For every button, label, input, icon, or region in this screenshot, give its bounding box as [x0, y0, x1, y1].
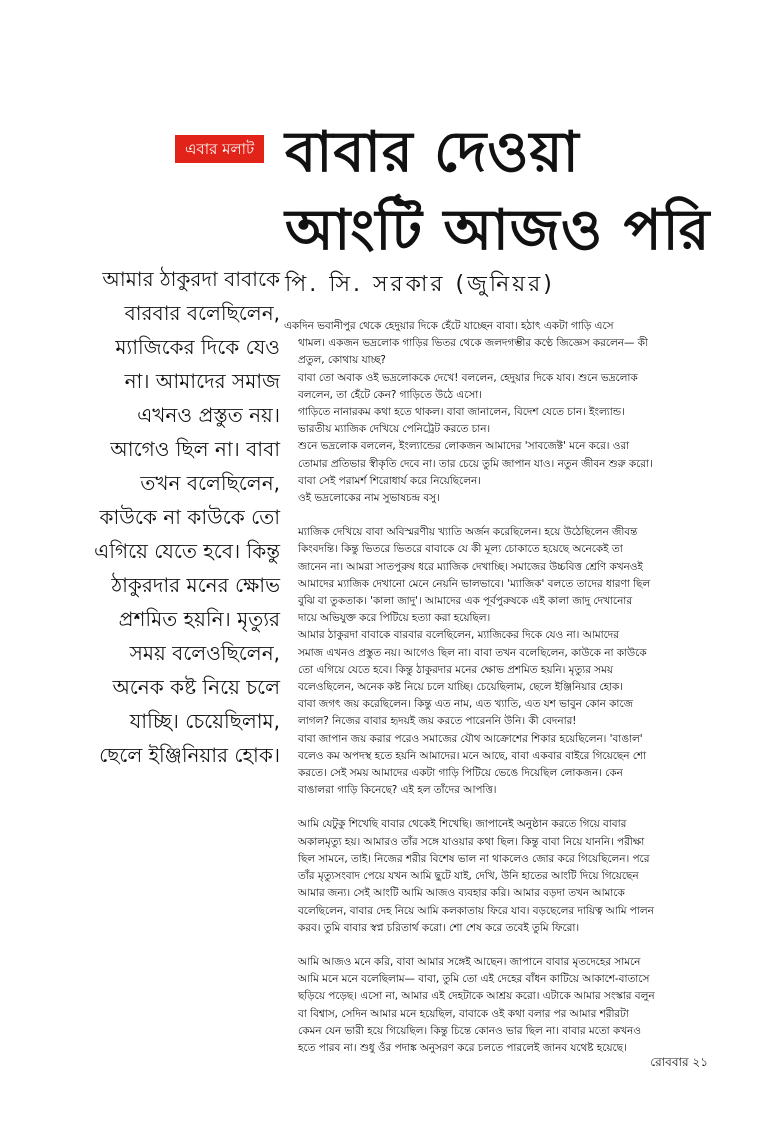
body-line: ওই ভদ্রলোকের নাম সুভাষচন্দ্র বসু।: [298, 492, 440, 505]
body-line: বাবা সেই পরামর্শ শিরোধার্য করে নিয়েছিলেন।: [298, 474, 481, 487]
paragraph-gap: [284, 937, 706, 954]
pull-quote-line: কাউকে না কাউকে তো: [99, 505, 280, 529]
pull-quote: [72, 262, 280, 772]
headline-line-2: আংটি আজও পরি: [285, 198, 711, 263]
section-tag: এবার মলাট: [175, 135, 264, 163]
body-line: বললেন, তা হেঁটে কেন? গাড়িতে উঠে এসো।: [298, 388, 482, 401]
body-line: থামল। একজন ভদ্রলোক গাড়ির ভিতর থেকে জলদগম্ভীর কণ্ঠে জিজ্ঞেস করলেন— কী: [298, 337, 648, 350]
body-line: লাগল? নিজের বাবার হৃদয়ই জয় করতে পারেননি উনি। কী বেদনার!: [298, 715, 577, 728]
body-line: কিংবদন্তি। কিন্তু ভিতরে ভিতরে বাবাকে যে কী মূল্য চোকাতে হয়েছে অনেকেই তা: [298, 543, 623, 556]
body-line: গাড়িতে নানারকম কথা হতে থাকল। বাবা জানালেন, বিদেশ যেতে চান। ইংল্যান্ড।: [298, 406, 625, 419]
body-line: তাঁর মৃত্যুসংবাদ পেয়ে যখন আমি ছুটে যাই, দেখি, উনি হাতের আংটি দিয়ে গিয়েছেন: [298, 870, 639, 883]
body-line: শুনে ভদ্রলোক বললেন, ইংল্যান্ডের লোকজন আমাদের 'সাবজেক্ট' মনে করে। ওরা: [298, 440, 630, 453]
pull-quote-line: অনেক কষ্ট নিয়ে চলে: [112, 675, 280, 699]
pull-quote-line: যাচ্ছি। চেয়েছিলাম,: [129, 709, 280, 733]
body-line: আমি মনে মনে বলেছিলাম— বাবা, তুমি তো এই দেহের বাঁধন কাটিয়ে আকাশে-বাতাসে: [298, 973, 650, 986]
body-line: অকালমৃত্যু হয়। আমারও তাঁর সঙ্গে যাওয়ার কথা ছিল। কিন্তু বাবা নিয়ে যাননি। পরীক্ষা: [298, 835, 645, 848]
body-line: প্রতুল, কোথায় যাচ্ছ?: [298, 354, 386, 367]
body-line: তো এগিয়ে যেতে হবে। কিন্তু ঠাকুরদার মনের ক্ষোভ প্রশমিত হয়নি। মৃত্যুর সময়: [298, 663, 614, 676]
pull-quote-line: ছেলে ইঞ্জিনিয়ার হোক।: [99, 743, 280, 767]
body-line: বলেও কম অপদস্থ হতে হয়নি আমাদের। মনে আছে, বাবা একবার বাইরে গিয়েছেন শো: [298, 749, 647, 762]
pull-quote-line: প্রশমিত হয়নি। মৃত্যুর: [118, 607, 280, 631]
body-line: আমার জন্য। সেই আংটি আমি আজও ব্যবহার করি। আমার বড়দা তখন আমাকে: [298, 887, 625, 900]
pull-quote-line: আগেও ছিল না। বাবা: [110, 437, 280, 461]
pull-quote-line: আমার ঠাকুরদা বাবাকে: [102, 267, 280, 291]
body-line: জানেন না। আমরা সাতপুরুষ ধরে ম্যাজিক দেখাচ্ছি। সমাজের উচ্চবিত্ত শ্রেণি কখনওই: [298, 560, 643, 573]
body-line: ম্যাজিক দেখিয়ে বাবা অবিস্মরণীয় খ্যাতি অর্জন করেছিলেন। হয়ে উঠেছিলেন জীবন্ত: [298, 526, 638, 539]
body-line: ভারতীয় ম্যাজিক দেখিয়ে পেনিট্রেট করতে চান।: [298, 423, 491, 436]
body-line: আমাদের ম্যাজিক দেখানো মেনে নেয়নি ভালভাবে। 'ম্যাজিক' বলতে তাদের ধারণা ছিল: [298, 577, 651, 590]
pull-quote-line: সময় বলেওছিলেন,: [129, 641, 280, 665]
body-line: বলেওছিলেন, অনেক কষ্ট নিয়ে চলে যাচ্ছি। চেয়েছিলাম, ছেলে ইঞ্জিনিয়ার হোক।: [298, 681, 624, 694]
body-line: করতে। সেই সময় আমাদের একটা গাড়ি পিটিয়ে ভেঙে দিয়েছিল লোকজন। কেন: [298, 767, 623, 780]
body-line: ছড়িয়ে পড়েছ। এসো না, আমার এই দেহটাকে আশ্রয় করো। এটাকে আমার সংস্কার বলুন: [298, 990, 655, 1003]
pull-quote-line: না। আমাদের সমাজ: [124, 369, 280, 393]
body-line: করব। তুমি বাবার স্বপ্ন চরিতার্থ করো। শো শেষ করে তবেই তুমি ফিরো।: [298, 921, 580, 934]
body-line: আমার ঠাকুরদা বাবাকে বারবার বলেছিলেন, ম্যাজিকের দিকে যেও না। আমাদের: [298, 629, 619, 642]
pull-quote-line: বারবার বলেছিলেন,: [124, 301, 280, 325]
article-body: [284, 318, 706, 1057]
body-line: হতে পারব না। শুধু ওঁর পদাঙ্ক অনুসরণ করে চলতে পারলেই জানব যথেষ্ট হয়েছে।: [298, 1041, 627, 1054]
body-line: ছিল সামনে, তাই। নিজের শরীর বিশেষ ভাল না থাকলেও জোর করে গিয়েছিলেন। পরে: [298, 852, 650, 865]
pull-quote-line: ম্যাজিকের দিকে যেও: [115, 335, 280, 359]
body-line: দায়ে অভিযুক্ত করে পিটিয়ে হত্যা করা হয়েছিল।: [298, 612, 491, 625]
pull-quote-line: এখনও প্রস্তুত নয়।: [137, 403, 280, 427]
body-line: আমি যেটুকু শিখেছি বাবার থেকেই শিখেছি। জাপানেই অনুষ্ঠান করতে গিয়ে বাবার: [298, 818, 627, 831]
author-byline: পি. সি. সরকার (জুনিয়র): [285, 272, 555, 297]
body-line: কেমন যেন ভারী হয়ে গিয়েছিল। কিন্তু চিন্তে কোনও ভার ছিল না। বাবার মতো কখনও: [298, 1024, 641, 1037]
headline-line-1: বাবার দেওয়া: [285, 120, 580, 185]
page-footer: রোববার ২১: [650, 1055, 708, 1069]
body-line: বাবা জাপান জয় করার পরেও সমাজের যৌথ আক্রোশের শিকার হয়েছিলেন। 'বাঙাল': [298, 732, 643, 745]
body-line: তোমার প্রতিভার স্বীকৃতি দেবে না। তার চেয়ে তুমি জাপান যাও। নতুন জীবন শুরু করো।: [298, 457, 653, 470]
body-line: বলেছিলেন, বাবার দেহ নিয়ে আমি কলকাতায় ফিরে যাব। বড়ছেলের দায়িত্ব আমি পালন: [298, 904, 654, 917]
pull-quote-line: ঠাকুরদার মনের ক্ষোভ: [111, 573, 280, 597]
body-line: বাবা তো অবাক ওই ভদ্রলোককে দেখে! বললেন, হেদুয়ার দিকে যাব। শুনে ভদ্রলোক: [298, 371, 638, 384]
pull-quote-line: এগিয়ে যেতে হবে। কিন্তু: [94, 539, 280, 563]
pull-quote-line: তখন বলেছিলেন,: [140, 471, 280, 495]
body-line: বা বিশ্বাস, সেদিন আমার মনে হয়েছিল, বাবাকে ওই কথা বলার পর আমার শরীরটা: [298, 1007, 629, 1020]
body-line: একদিন ভবানীপুর থেকে হেদুয়ার দিকে হেঁটে যাচ্ছেন বাবা। হঠাৎ একটা গাড়ি এসে: [284, 320, 614, 332]
body-line: বাবা জগৎ জয় করেছিলেন। কিন্তু এত নাম, এত খ্যাতি, এত যশ ভাবুন কোন কাজে: [298, 698, 633, 711]
body-line: সমাজ এখনও প্রস্তুত নয়। আগেও ছিল না। বাবা তখন বলেছিলেন, কাউকে না কাউকে: [298, 646, 647, 659]
body-line: আমি আজও মনে করি, বাবা আমার সঙ্গেই আছেন। জাপানে বাবার মৃতদেহের সামনে: [298, 955, 641, 968]
body-line: বাঙালরা গাড়ি কিনেছে? এই হল তাঁদের আপত্তি।: [298, 784, 497, 797]
paragraph-gap: [284, 507, 706, 524]
paragraph-gap: [284, 799, 706, 816]
body-line: বুঝি বা তুকতাক। 'কালা জাদু'। আমাদের এক পূর্বপুরুষকে এই কালা জাদু দেখানোর: [298, 595, 633, 608]
